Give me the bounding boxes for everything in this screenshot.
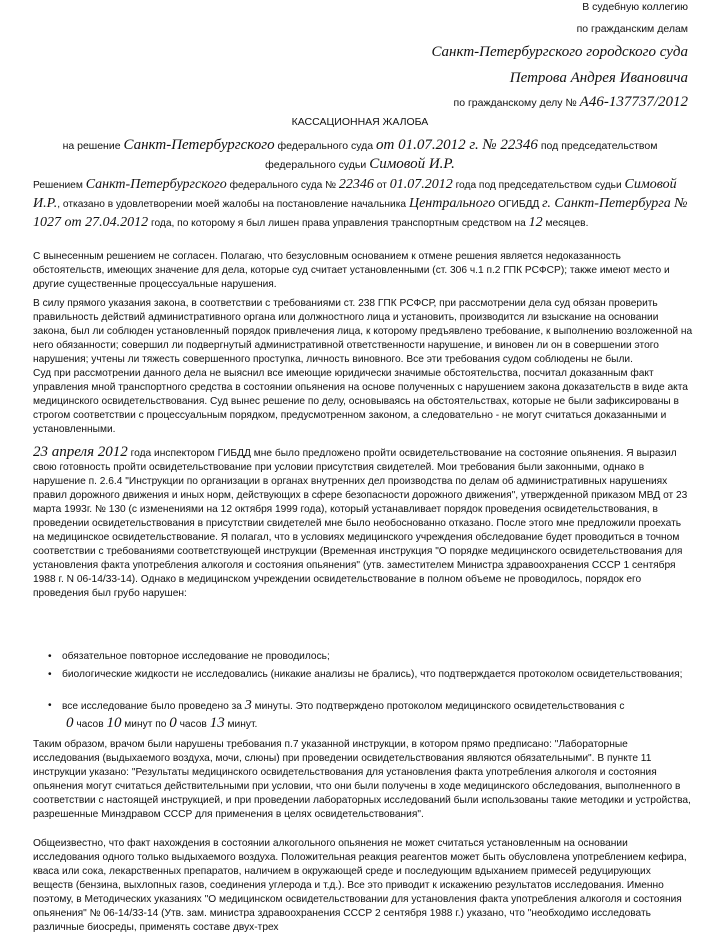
text: обязательное повторное исследование не проводилось; (62, 651, 330, 662)
subtitle-judge: Симовой И.Р. (369, 156, 455, 172)
handwritten-months: 12 (528, 215, 543, 230)
text: минут по (124, 719, 167, 730)
subtitle-text: под председательством (540, 140, 658, 152)
text: Решением (33, 180, 83, 191)
document-title: КАССАЦИОННАЯ ЖАЛОБА (291, 116, 429, 128)
paragraph-disagreement: С вынесенным решением не согласен. Полагаю, что безусловным основанием к отмене решения является недоказанность обстоятельств, имеющих значение для дела, которые суд считает установленными (ст. 306 ч.1 п.2 ГПК РСФСР); также имеют место и другие существенные процессуальные нарушения. (33, 251, 670, 290)
text: минут. (227, 719, 258, 730)
list-item (48, 697, 692, 733)
text: биологические жидкости не исследовались (никакие анализы не брались), что подтверждается протоколом освидетельствования; (62, 669, 683, 680)
handwritten-number: 22346 (338, 177, 374, 192)
paragraph-law: В силу прямого указания закона, в соответствии с требованиями ст. 238 ГПК РСФСР, при рассмотрении дела суд обязан проверить правильность действий административного органа или должностного лица и установить, производится ли взыскание на основании закона, был ли соблюден установленный порядок привлечения лица, к которому предъявлено требование, к выполнению возложенной на него обязанности; совершил ли подвергнутый административной ответственности нарушение, и виновен ли он в совершении этого нарушения; учтены ли тяжесть совершенного проступка, личность виновного. Все эти требования судом соблюдены не были. (33, 298, 693, 365)
handwritten-date: 01.07.2012 (389, 177, 453, 192)
subtitle-date-number: от 01.07.2012 г. № 22346 (376, 137, 538, 153)
handwritten-department: Центрального (408, 196, 496, 211)
bullet-icon: • (48, 669, 52, 680)
text: часов (179, 719, 207, 730)
handwritten-minutes: 13 (209, 715, 225, 731)
paragraph-breath-test: Общеизвестно, что факт нахождения в состоянии алкогольного опьянения не может считаться установленным на основании исследования одного только выдыхаемого воздуха. Положительная реакция реагентов может быть обусловлена употреблением кефира, кваса или сока, лекарственных препаратов, наличием в окружающей среде и последующим вдыханием примесей редуцирующих веществ (бензина, выхлопных газов, соединения углерода и т.д.). Все это приводит к искажению результатов исследования. Именно поэтому, в Методических указаниях "О медицинском освидетельствовании для установления факта употребления алкоголя и состояния опьянения" № 06-14/33-14 (Утв. зам. министра здравоохранения СССР 2 сентября 1988 г.) указано, что "необходимо исследовать различные биосреды, применять составе двух-трех (33, 838, 687, 933)
addressee-court: Санкт-Петербургского городского суда (431, 44, 688, 60)
subtitle-text: федерального суда (277, 140, 374, 152)
text: часов (76, 719, 104, 730)
list-item (48, 650, 692, 664)
handwritten-event-date: 23 апреля 2012 (33, 444, 128, 460)
text: месяцев. (545, 218, 589, 229)
subtitle-court: Санкт-Петербургского (123, 137, 275, 153)
text: минуты. Это подтверждено протоколом медицинского освидетельствования с (254, 701, 625, 712)
handwritten-minutes: 10 (106, 715, 122, 731)
addressee-line-1: В судебную коллегию (582, 1, 688, 13)
bullet-icon: • (48, 651, 52, 662)
document-subtitle (40, 136, 680, 174)
handwritten-minutes: 3 (244, 698, 252, 713)
bullet-icon: • (48, 700, 52, 711)
text: года инспектором ГИБДД мне было предложено пройти освидетельствование на состояние опьянения. Я выразил свою готовность пройти освидетельствование при условии присутствия свидетелей. Мои требования были законными, однако в нарушение п. 2.6.4 "Инструкции по организации в органах внутренних дел производства по делам об административных нарушениях правил дорожного движения и иных норм, действующих в сфере безопасности дорожного движения", утвержденной приказом МВД от 23 марта 1993г. № 130 (с изменениями на 12 октября 1999 года), который устанавливает порядок проведения освидетельствования, в проведении освидетельствования в присутствии свидетелей мне было необоснованно отказано. После этого мне предложили проехать на медицинское освидетельствование. Я полагал, что в условиях медицинского учреждения обследование будет проводиться в точном соответствии с требованиями соответствующей инструкции (Временная инструкция "О порядке медицинского освидетельствования для установления факта употребления алкоголя и состояния опьянения" (утв. заместителем Министра здравоохранения СССР 1 сентября 1988 г. N 06-14/33-14). Однако в медицинском учреждении освидетельствование в полном объеме не проводилось, порядок его проведения был грубо нарушен: (33, 448, 688, 599)
subtitle-text: на решение (62, 140, 121, 152)
list-item (48, 668, 692, 682)
paragraph-violations: Таким образом, врачом были нарушены требования п.7 указанной инструкции, в котором прямо предписано: "Лабораторные исследования (выдыхаемого воздуха, мочи, слюны) при проведении освидетельствования являются обязательными". В пункте 11 инструкции указано: "Результаты медицинского освидетельствования для установления факта употребления алкоголя и состояния опьянения могут считаться действительными при условии, что они были получены в ходе медицинского обследования, выполненного в соответствии с настоящей инструкцией, и при проведении лабораторных исследований были использованы такие методики и устройства, разрешенные Минздравом СССР для применения в целях освидетельствования". (33, 739, 691, 820)
paragraph-events (33, 445, 693, 601)
handwritten-judge: Симовой И.Р. (33, 177, 677, 211)
applicant-name: Петрова Андрея Ивановича (509, 70, 688, 86)
case-number: А46-137737/2012 (579, 94, 688, 110)
text: все исследование было проведено за (62, 701, 242, 712)
text: года, по которому я был лишен права управления транспортным средством на (150, 218, 526, 229)
paragraph-court-findings: Суд при рассмотрении данного дела не выяснил все имеющие юридически значимые обстоятельства, посчитал доказанным факт управления мной транспортного средства в состоянии опьянения на основе полученных с нарушением закона доказательств в виде акта медицинского освидетельствования. Суд вынес решение по делу, основываясь на обстоятельствах, которые не были зафиксированы в строгом соответствии с процессуальным порядком, предусмотренном законом, а следовательно - не могут считаться доказанными и установленными. (33, 368, 688, 435)
addressee-line-2: по гражданским делам (576, 23, 688, 35)
text: от (376, 180, 387, 191)
case-reference (454, 94, 688, 111)
handwritten-court: Санкт-Петербургского (85, 177, 227, 192)
text: ОГИБДД (498, 199, 540, 210)
case-prefix: по гражданскому делу № (453, 97, 577, 109)
handwritten-hours: 0 (66, 715, 74, 731)
text: федерального суда № (229, 180, 337, 191)
paragraph-decision (33, 176, 693, 233)
handwritten-hours: 0 (169, 715, 177, 731)
text: , отказано в удовлетворении моей жалобы на постановление начальника (57, 199, 407, 210)
text: года под председательством судьи (455, 180, 622, 191)
handwritten-city-ref: г. Санкт-Петербурга № 1027 от 27.04.2012 (33, 196, 688, 230)
subtitle-text: федерального судьи (265, 159, 367, 171)
